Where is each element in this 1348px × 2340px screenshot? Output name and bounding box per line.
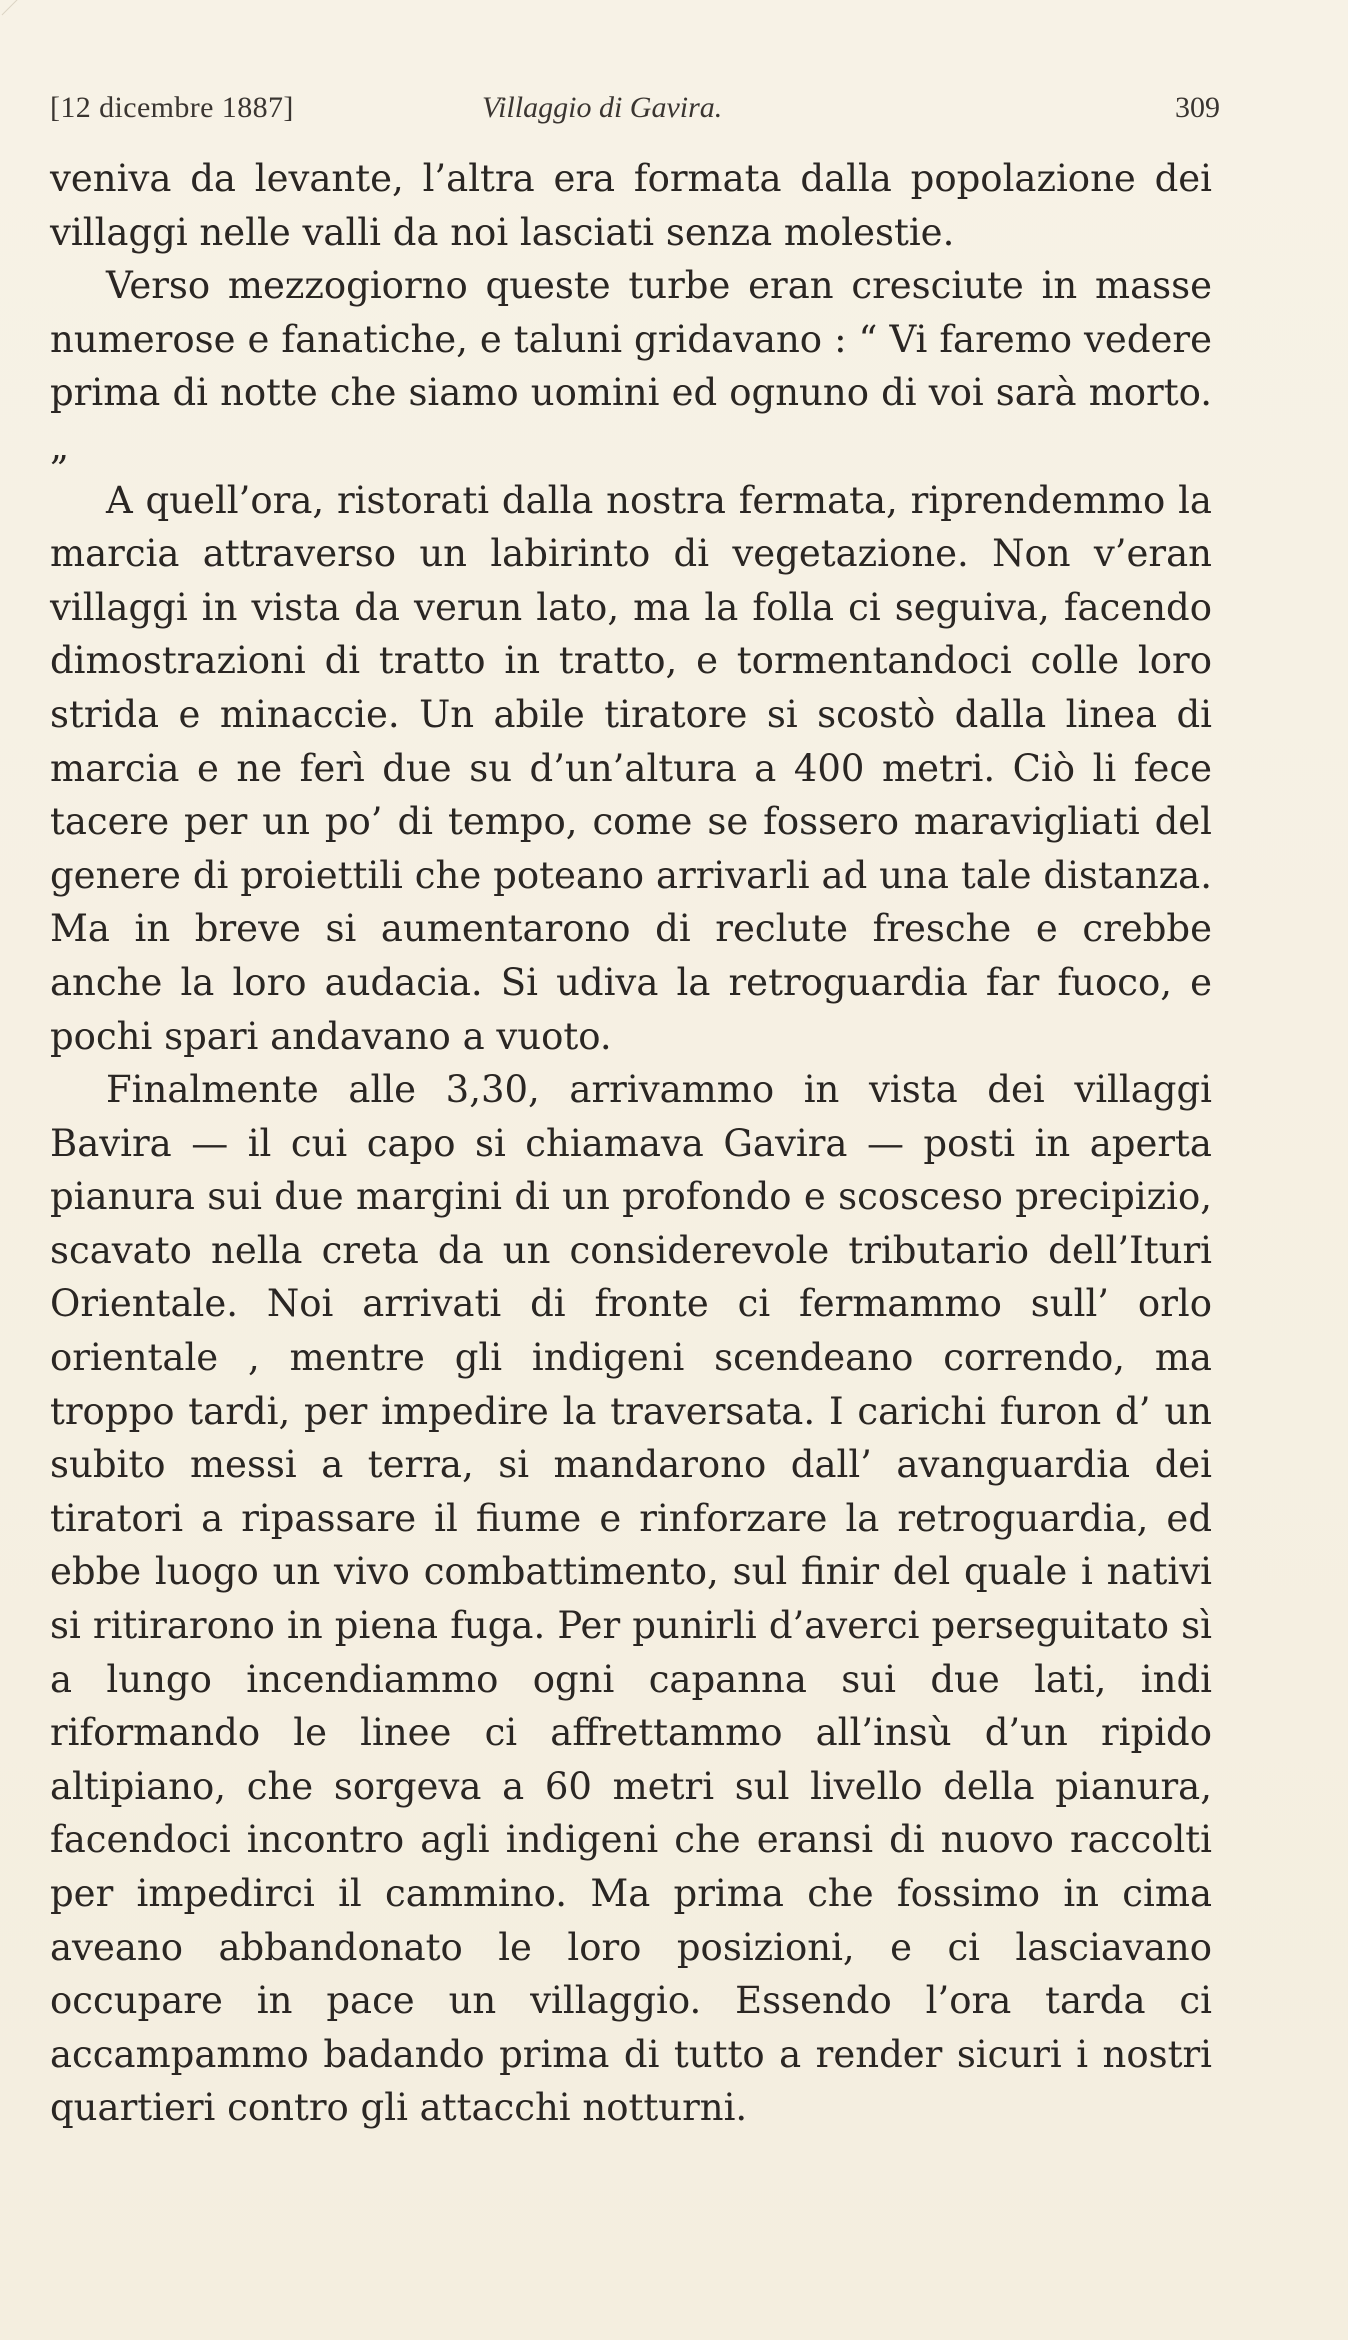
- paragraph-continued: veniva da levante, l’altra era formata dalla popolazione dei villaggi nelle valli da noi lasciati senza molestie.: [50, 157, 1212, 254]
- page-corner-mark: [2, 0, 34, 31]
- body-text: [50, 152, 1212, 2135]
- paragraph: A quell’ora, ristorati dalla nostra fermata, riprendemmo la marcia attraverso un labirinto di vegetazione. Non v’eran villaggi in vista da verun lato, ma la folla ci seguiva, facendo dimostrazioni di tratto in tratto, e tormentandoci colle loro strida e minaccie. Un abile tiratore si scostò dalla linea di marcia e ne ferì due su d’un’altura a 400 metri. Ciò li fece tacere per un po’ di tempo, come se fossero maravigliati del genere di proiettili che poteano arrivarli ad una tale distanza. Ma in breve si aumentarono di reclute fresche e crebbe anche la loro audacia. Si udiva la retroguardia far fuoco, e pochi spari andavano a vuoto.: [50, 478, 1212, 1058]
- running-header: [50, 83, 1220, 133]
- paragraph: Finalmente alle 3,30, arrivammo in vista dei villaggi Bavira — il cui capo si chiamava Gavira — posti in aperta pianura sui due margini di un profondo e scosceso precipizio, scavato nella creta da un considerevole tributario dell’Ituri Orientale. Noi arrivati di fronte ci fermammo sull’ orlo orientale , mentre gli indigeni scendeano correndo, ma troppo tardi, per impedire la traversata. I carichi furon d’ un subito messi a terra, si mandarono dall’ avanguardia dei tiratori a ripassare il fiume e rinforzare la retroguardia, ed ebbe luogo un vivo combattimento, sul finir del quale i nativi si ritirarono in piena fuga. Per punirli d’averci perseguitato sì a lungo incendiammo ogni capanna sui due lati, indi riformando le linee ci affrettammo all’insù d’un ripido altipiano, che sorgeva a 60 metri sul livello della pianura, facendoci incontro agli indigeni che eransi di nuovo raccolti per impedirci il cammino. Ma prima che fossimo in cima aveano abbandonato le loro posizioni, e ci lasciavano occupare in pace un villaggio. Essendo l’ora tarda ci accampammo badando prima di tutto a render sicuri i nostri quartieri contro gli attacchi notturni.: [50, 1068, 1212, 2130]
- paragraph: Verso mezzogiorno queste turbe eran cresciute in masse numerose e fanatiche, e taluni gridavano : “ Vi faremo vedere prima di notte che siamo uomini ed ognuno di voi sarà morto. „: [50, 264, 1212, 468]
- header-title: Villaggio di Gavira.: [482, 91, 723, 124]
- header-date: [12 dicembre 1887]: [50, 91, 294, 124]
- page-number: 309: [1175, 91, 1220, 124]
